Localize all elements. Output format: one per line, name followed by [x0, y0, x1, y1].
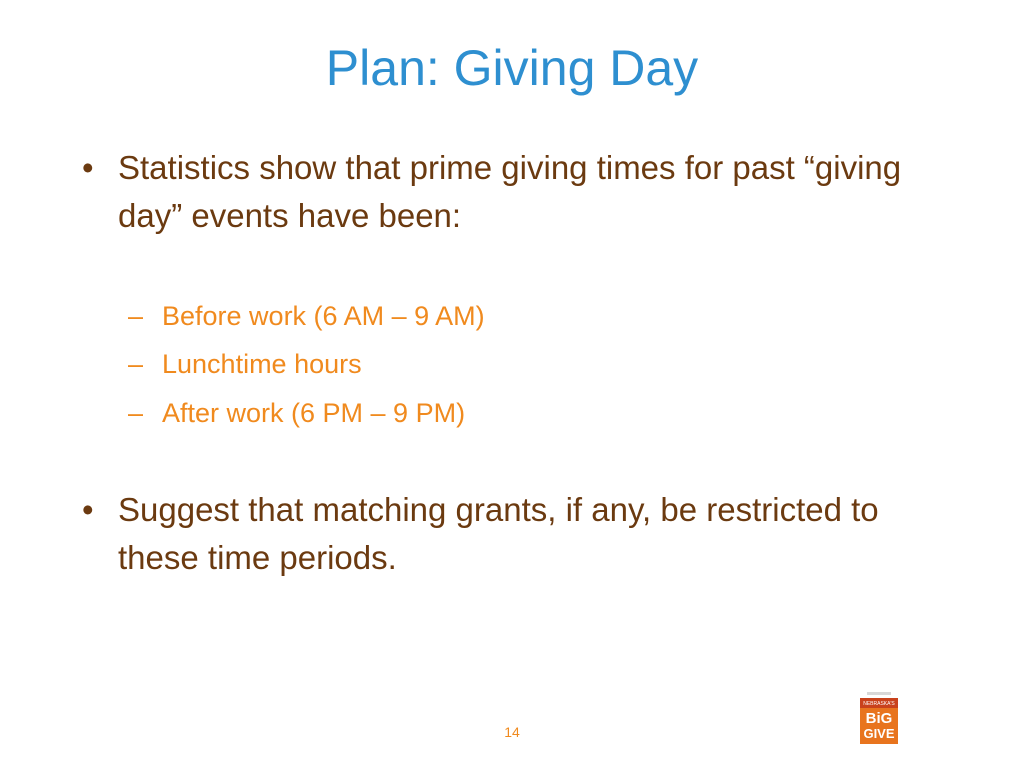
logo-word-give: GIVE [863, 726, 895, 741]
bullet-item [82, 486, 962, 582]
sub-bullet-item [128, 347, 828, 381]
bullet-marker: • [82, 491, 94, 528]
logo-top-line: NEBRASKA'S [863, 701, 895, 707]
slide-title: Plan: Giving Day [325, 40, 699, 96]
logo-word-big: BiG [865, 710, 893, 727]
sub-bullet-marker: – [128, 398, 144, 428]
sub-bullet-text: Before work (6 AM – 9 AM) [162, 301, 485, 331]
sub-bullet-marker: – [128, 301, 144, 331]
bullet-item [82, 144, 962, 240]
bullet-text: Suggest that matching grants, if any, be restricted to these time periods. [118, 491, 879, 576]
sub-bullet-item [128, 396, 828, 430]
sub-bullet-marker: – [128, 349, 144, 379]
sub-bullet-text: Lunchtime hours [162, 349, 362, 379]
bullet-marker: • [82, 149, 94, 186]
sub-bullet-text: After work (6 PM – 9 PM) [162, 398, 466, 428]
page-number: 14 [504, 724, 520, 740]
sub-bullet-item [128, 299, 828, 333]
big-give-logo [858, 690, 900, 746]
bullet-text: Statistics show that prime giving times for past “giving day” events have been: [118, 149, 902, 234]
